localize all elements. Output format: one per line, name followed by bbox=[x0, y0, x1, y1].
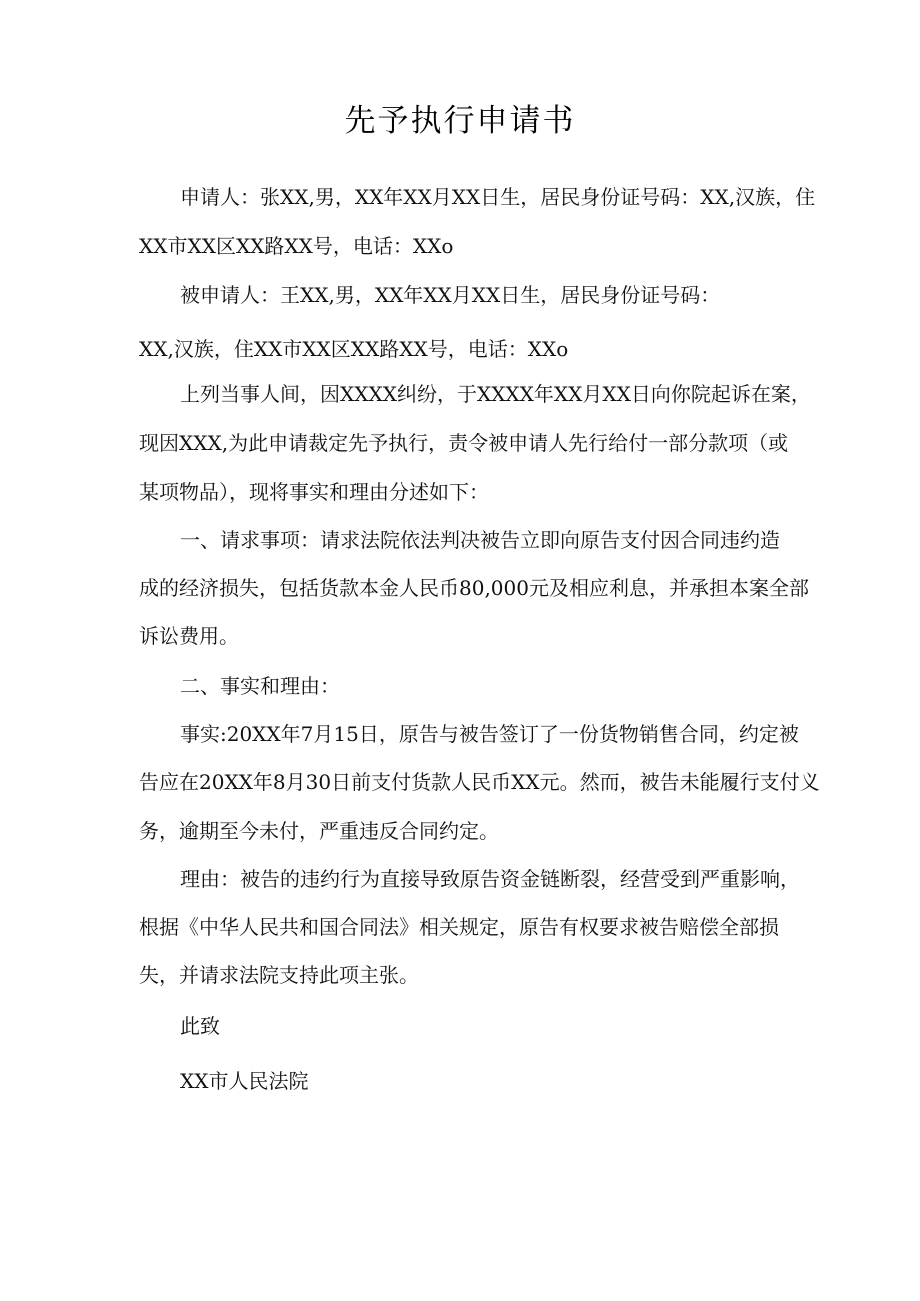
request-line-1: 一、请求事项：请求法院依法判决被告立即向原告支付因合同违约造 bbox=[180, 528, 780, 552]
reason-line-2: 根据《中华人民共和国合同法》相关规定，原告有权要求被告赔偿全部损 bbox=[139, 915, 779, 939]
facts-line-2: 告应在20XX年8月30日前支付货款人民币XX元。然而，被告未能履行支付义 bbox=[139, 770, 820, 794]
case-line-2: 现因XXX,为此申请裁定先予执行，责令被申请人先行给付一部分款项（或 bbox=[139, 431, 789, 455]
request-line-2: 成的经济损失，包括货款本金人民币80,000元及相应利息，并承担本案全部 bbox=[139, 576, 809, 600]
document-title: 先予执行申请书 bbox=[344, 103, 576, 139]
section-heading-facts: 二、事实和理由： bbox=[180, 674, 340, 698]
addressee-court: XX市人民法院 bbox=[180, 1069, 309, 1093]
request-line-3: 诉讼费用。 bbox=[139, 624, 239, 648]
closing-salutation: 此致 bbox=[180, 1014, 220, 1038]
case-line-1: 上列当事人间，因XXXX纠纷，于XXXX年XX月XX日向你院起诉在案， bbox=[180, 382, 811, 406]
respondent-line-2: XX,汉族，住XX市XX区XX路XX号，电话：XXo bbox=[139, 337, 569, 361]
applicant-line-1: 申请人：张XX,男，XX年XX月XX日生，居民身份证号码：XX,汉族，住 bbox=[180, 185, 816, 209]
applicant-line-2: XX市XX区XX路XX号，电话：XXo bbox=[139, 234, 454, 258]
case-line-3: 某项物品），现将事实和理由分述如下： bbox=[139, 480, 489, 504]
facts-line-3: 务，逾期至今未付，严重违反合同约定。 bbox=[139, 819, 499, 843]
facts-line-1: 事实:20XX年7月15日，原告与被告签订了一份货物销售合同，约定被 bbox=[180, 722, 799, 746]
respondent-line-1: 被申请人：王XX,男，XX年XX月XX日生，居民身份证号码： bbox=[180, 283, 721, 307]
reason-line-3: 失，并请求法院支持此项主张。 bbox=[139, 963, 419, 987]
reason-line-1: 理由：被告的违约行为直接导致原告资金链断裂，经营受到严重影响， bbox=[180, 867, 800, 891]
